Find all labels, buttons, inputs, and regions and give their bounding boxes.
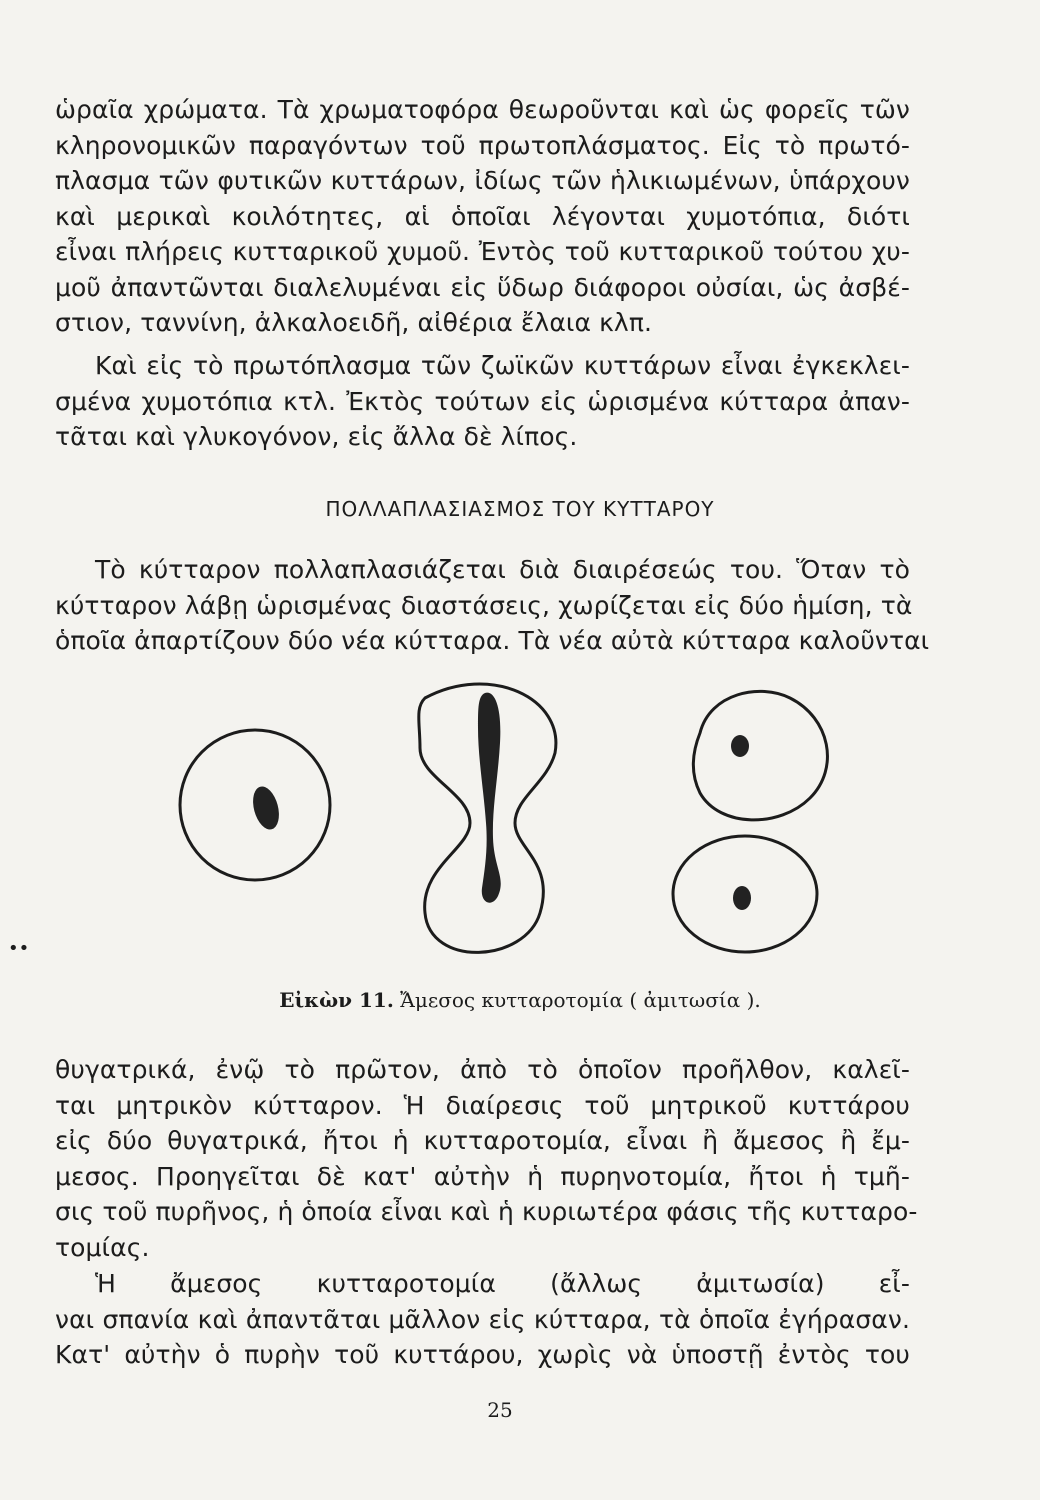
caption-text: Ἄμεσος κυτταροτομία ( ἀμιτωσία ). (400, 988, 761, 1012)
amitosis-figure (170, 668, 890, 978)
text-line: ὡραῖα χρώματα. Τὰ χρωματοφόρα θεωροῦνται καὶ ὡς φορεῖς τῶν (55, 95, 910, 124)
text-line: Κατ' αὐτὴν ὁ πυρὴν τοῦ κυττάρου, χωρὶς νὰ ὑποστῇ ἐντὸς του (55, 1340, 910, 1369)
text-line: στιον, ταννίνη, ἀλκαλοειδῆ, αἰθέρια ἔλαια κλπ. (55, 308, 653, 337)
caption-number: Εἰκὼν 11. (279, 988, 394, 1012)
text-line: ὁποῖα ἀπαρτίζουν δύο νέα κύτταρα. Τὰ νέα αὐτὰ κύτταρα καλοῦνται (55, 626, 930, 655)
text-line: τᾶται καὶ γλυκογόνον, εἰς ἄλλα δὲ λίπος. (55, 422, 578, 451)
margin-mark: •• (8, 938, 30, 959)
continued-paragraph (55, 1052, 918, 1265)
text-line: θυγατρικά, ἐνῷ τὸ πρῶτον, ἀπὸ τὸ ὁποῖον προῆλθον, καλεῖ- (55, 1055, 910, 1084)
text-line: εἶναι πλήρεις κυτταρικοῦ χυμοῦ. Ἐντὸς τοῦ κυτταρικοῦ τούτου χυ- (55, 237, 910, 266)
text-line: κύτταρον λάβῃ ὡρισμένας διαστάσεις, χωρίζεται εἰς δύο ἡμίση, τὰ (55, 590, 913, 620)
nucleus (249, 784, 284, 833)
section-heading: ΠΟΛΛΑΠΛΑΣΙΑΣΜΟΣ ΤΟΥ ΚΥΤΤΑΡΟΥ (325, 497, 715, 521)
text-line: καὶ μερικαὶ κοιλότητες, αἱ ὁποῖαι λέγονται χυμοτόπια, διότι (55, 201, 910, 231)
third-paragraph (55, 552, 930, 659)
daughter-cell-bottom (673, 836, 817, 952)
text-line: κληρονομικῶν παραγόντων τοῦ πρωτοπλάσματος. Εἰς τὸ πρωτό- (55, 130, 910, 160)
text-line: σις τοῦ πυρῆνος, ἡ ὁποία εἶναι καὶ ἡ κυριωτέρα φάσις τῆς κυτταρο- (55, 1197, 918, 1226)
text-line: τομίας. (55, 1232, 150, 1262)
text-line: Τὸ κύτταρον πολλαπλασιάζεται διὰ διαιρέσεώς του. Ὅταν τὸ (95, 555, 910, 584)
text-line: ται μητρικὸν κύτταρον. Ἡ διαίρεσις τοῦ μητρικοῦ κυττάρου (55, 1090, 910, 1120)
daughter-cell-top (693, 691, 827, 820)
text-line: μοῦ ἀπαντῶνται διαλελυμέναι εἰς ὕδωρ διάφοροι οὐσίαι, ὡς ἀσβέ- (55, 272, 910, 302)
page-number: 25 (487, 1398, 513, 1422)
text-line: μεσος. Προηγεῖται δὲ κατ' αὐτὴν ἡ πυρηνοτομία, ἤτοι ἡ τμῆ- (55, 1161, 910, 1191)
text-line: εἰς δύο θυγατρικά, ἤτοι ἡ κυτταροτομία, εἶναι ἢ ἄμεσος ἢ ἔμ- (55, 1126, 910, 1155)
dividing-cell (419, 684, 556, 952)
text-line: πλασμα τῶν φυτικῶν κυττάρων, ἰδίως τῶν ἡλικιωμένων, ὑπάρχουν (55, 166, 910, 195)
nucleus (731, 735, 749, 757)
second-paragraph (55, 348, 910, 455)
figure-caption (0, 988, 1040, 1012)
top-paragraph (55, 92, 910, 341)
nucleus (733, 886, 751, 910)
text-line: σμένα χυμοτόπια κτλ. Ἐκτὸς τούτων εἰς ὡρισμένα κύτταρα ἀπαν- (55, 386, 910, 416)
text-line: Ἡ ἄμεσος κυτταροτομία (ἄλλως ἀμιτωσία) εἶ- (95, 1269, 910, 1298)
elongated-nucleus (478, 693, 501, 903)
final-paragraph (55, 1266, 910, 1373)
text-line: ναι σπανία καὶ ἀπαντᾶται μᾶλλον εἰς κύτταρα, τὰ ὁποῖα ἐγήρασαν. (55, 1304, 910, 1334)
text-line: Καὶ εἰς τὸ πρωτόπλασμα τῶν ζωϊκῶν κυττάρων εἶναι ἐγκεκλει- (95, 351, 910, 380)
mother-cell (180, 730, 330, 880)
